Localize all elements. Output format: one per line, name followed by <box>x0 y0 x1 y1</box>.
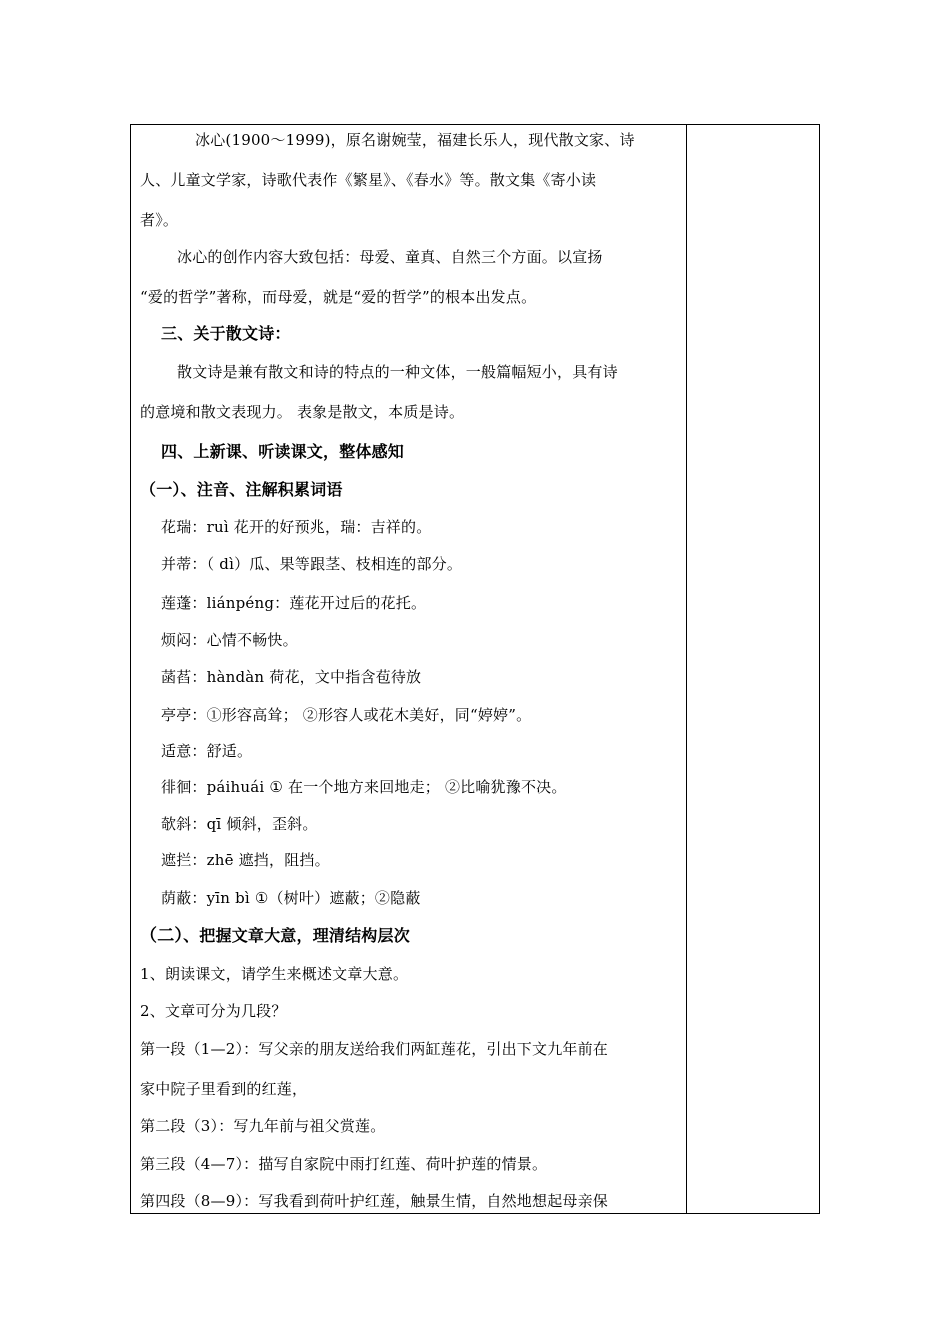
paragraph-3: 第三段（4—7）：描写自家院中雨打红莲、荷叶护莲的情景。 <box>140 1155 548 1173</box>
vocab-item: 莲蓬：liánpéng：莲花开过后的花托。 <box>161 594 427 612</box>
question-1: 1、朗读课文，请学生来概述文章大意。 <box>140 965 409 983</box>
vocab-item: 荫蔽：yīn bì ①（树叶）遮蔽；②隐蔽 <box>161 889 421 907</box>
content-cell <box>131 125 686 1213</box>
intro-line-1: 冰心(1900～1999)，原名谢婉莹，福建长乐人，现代散文家、诗 <box>195 131 635 149</box>
vocab-item: 并蒂：（ dì）瓜、果等跟茎、枝相连的部分。 <box>161 555 463 573</box>
paragraph-1b: 家中院子里看到的红莲， <box>140 1080 308 1098</box>
vocab-item: 菡萏：hàndàn 荷花，文中指含苞待放 <box>161 668 422 686</box>
paragraph-1a: 第一段（1—2）：写父亲的朋友送给我们两缸莲花，引出下文九年前在 <box>140 1040 608 1058</box>
vocab-item: 欹斜：qī 倾斜，歪斜。 <box>161 815 318 833</box>
subsection-2-text: 、把握文章大意，理清结构层次 <box>183 926 410 945</box>
section-3-line-1: 散文诗是兼有散文和诗的特点的一种文体，一般篇幅短小，具有诗 <box>177 363 618 381</box>
vocab-item: 亭亭：①形容高耸； ②形容人或花木美好，同“婷婷”。 <box>161 706 532 724</box>
paragraph-2: 第二段（3）：写九年前与祖父赏莲。 <box>140 1117 386 1135</box>
question-2: 2、文章可分为几段？ <box>140 1002 287 1020</box>
subsection-2-heading <box>140 926 680 946</box>
vocab-item: 适意：舒适。 <box>161 742 253 760</box>
vocab-item: 徘徊：páihuái ① 在一个地方来回地走； ②比喻犹豫不决。 <box>161 778 567 796</box>
subsection-1-heading: （一）、注音、注解积累词语 <box>140 480 343 499</box>
vocab-item: 花瑞：ruì 花开的好预兆，瑞：吉祥的。 <box>161 518 432 536</box>
intro-line-5: “爱的哲学”著称，而母爱，就是“爱的哲学”的根本出发点。 <box>140 288 537 306</box>
notes-cell <box>687 125 819 1213</box>
lesson-table <box>130 124 820 1214</box>
section-3-line-2: 的意境和散文表现力。 表象是散文，本质是诗。 <box>140 403 465 421</box>
vocab-item: 烦闷：心情不畅快。 <box>161 631 298 649</box>
subsection-2-prefix: （二） <box>140 926 184 946</box>
section-4-heading: 四、上新课、听读课文，整体感知 <box>161 442 405 461</box>
paragraph-4: 第四段（8—9）：写我看到荷叶护红莲，触景生情，自然地想起母亲保 <box>140 1192 608 1210</box>
section-3-heading: 三、关于散文诗： <box>161 324 291 343</box>
intro-line-2: 人、儿童文学家，诗歌代表作《繁星》、《春水》等。散文集《寄小读 <box>140 171 597 189</box>
vocab-item: 遮拦：zhē 遮挡，阻挡。 <box>161 851 330 869</box>
intro-line-4: 冰心的创作内容大致包括：母爱、童真、自然三个方面。以宣扬 <box>177 248 603 266</box>
intro-line-3: 者》。 <box>140 211 179 229</box>
